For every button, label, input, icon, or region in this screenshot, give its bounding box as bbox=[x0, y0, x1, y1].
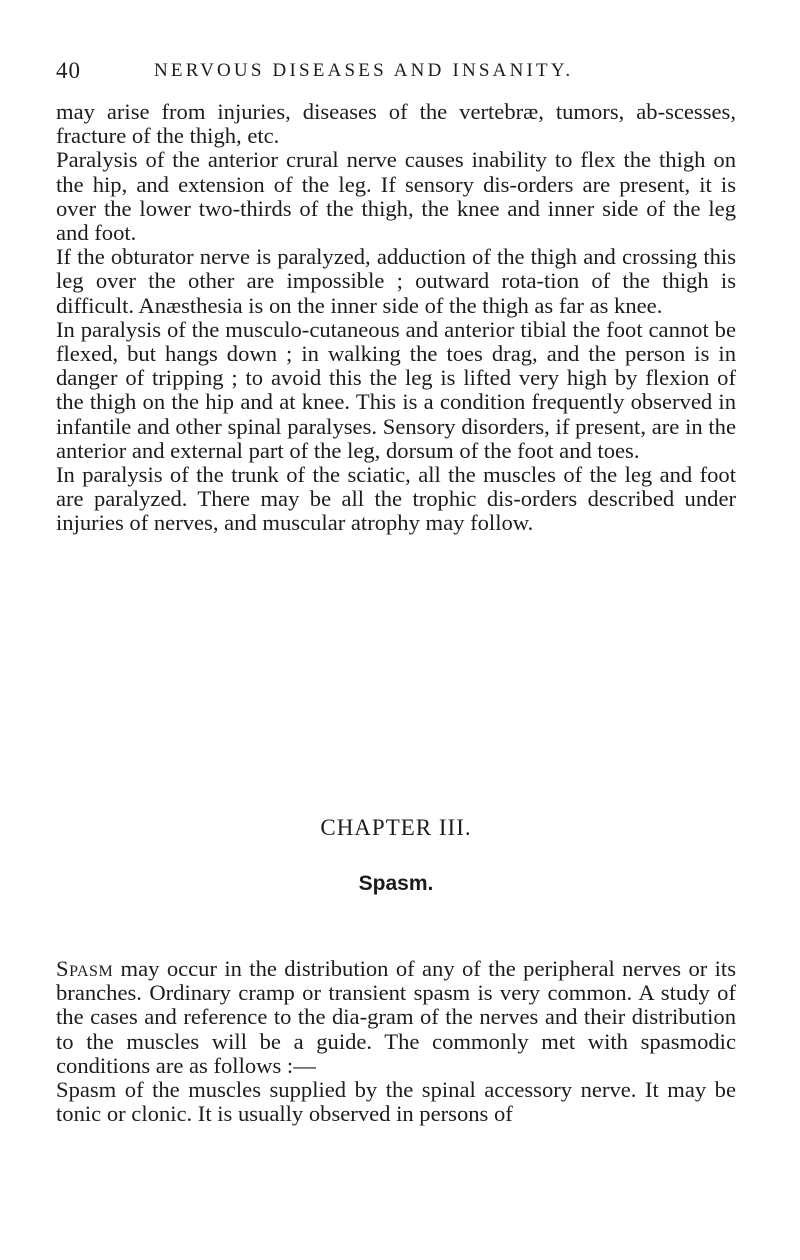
paragraph: In paralysis of the trunk of the sciatic, all the muscles of the leg and foot are paralyzed. There may be all the trophic dis-orders described under injuries of nerves, and muscular atrophy may follow. bbox=[56, 462, 736, 536]
paragraph: If the obturator nerve is paralyzed, adduction of the thigh and crossing this leg over the other are impossible ; outward rota-tion of the thigh is difficult. Anæsthesia is on the inner side of the thigh as far as knee. bbox=[56, 244, 736, 318]
body-text-top bbox=[56, 100, 736, 536]
page-number: 40 bbox=[56, 58, 81, 83]
lead-word: Spasm bbox=[56, 956, 114, 981]
paragraph: Spasm of the muscles supplied by the spinal accessory nerve. It may be tonic or clonic. It is usually observed in persons of bbox=[56, 1077, 736, 1127]
paragraph-text: may occur in the distribution of any of the peripheral nerves or its branches. Ordinary cramp or transient spasm is very common. A study of the cases and reference to the dia-gram of the nerves and their distribution to the muscles will be a guide. The commonly met with spasmodic conditions are as follows :— bbox=[56, 956, 736, 1078]
section-title: Spasm. bbox=[358, 872, 434, 895]
running-title: NERVOUS DISEASES AND INSANITY. bbox=[154, 60, 574, 81]
paragraph bbox=[56, 957, 736, 1078]
paragraph: In paralysis of the musculo-cutaneous and anterior tibial the foot cannot be flexed, but hangs down ; in walking the toes drag, and the person is in danger of tripping ; to avoid this the leg is lifted very high by flexion of the thigh on the hip and at knee. This is a condition frequently observed in infantile and other spinal paralyses. Sensory disorders, if present, are in the anterior and external part of the leg, dorsum of the foot and toes. bbox=[56, 316, 736, 463]
body-text-bottom bbox=[56, 957, 736, 1126]
paragraph: Paralysis of the anterior crural nerve causes inability to flex the thigh on the hip, and extension of the leg. If sensory dis-orders are present, it is over the lower two-thirds of the thigh, the knee and inner side of the leg and foot. bbox=[56, 147, 736, 246]
chapter-heading: CHAPTER III. bbox=[320, 815, 472, 840]
paragraph: may arise from injuries, diseases of the vertebræ, tumors, ab-scesses, fracture of the thigh, etc. bbox=[56, 99, 736, 149]
running-head bbox=[56, 58, 736, 88]
